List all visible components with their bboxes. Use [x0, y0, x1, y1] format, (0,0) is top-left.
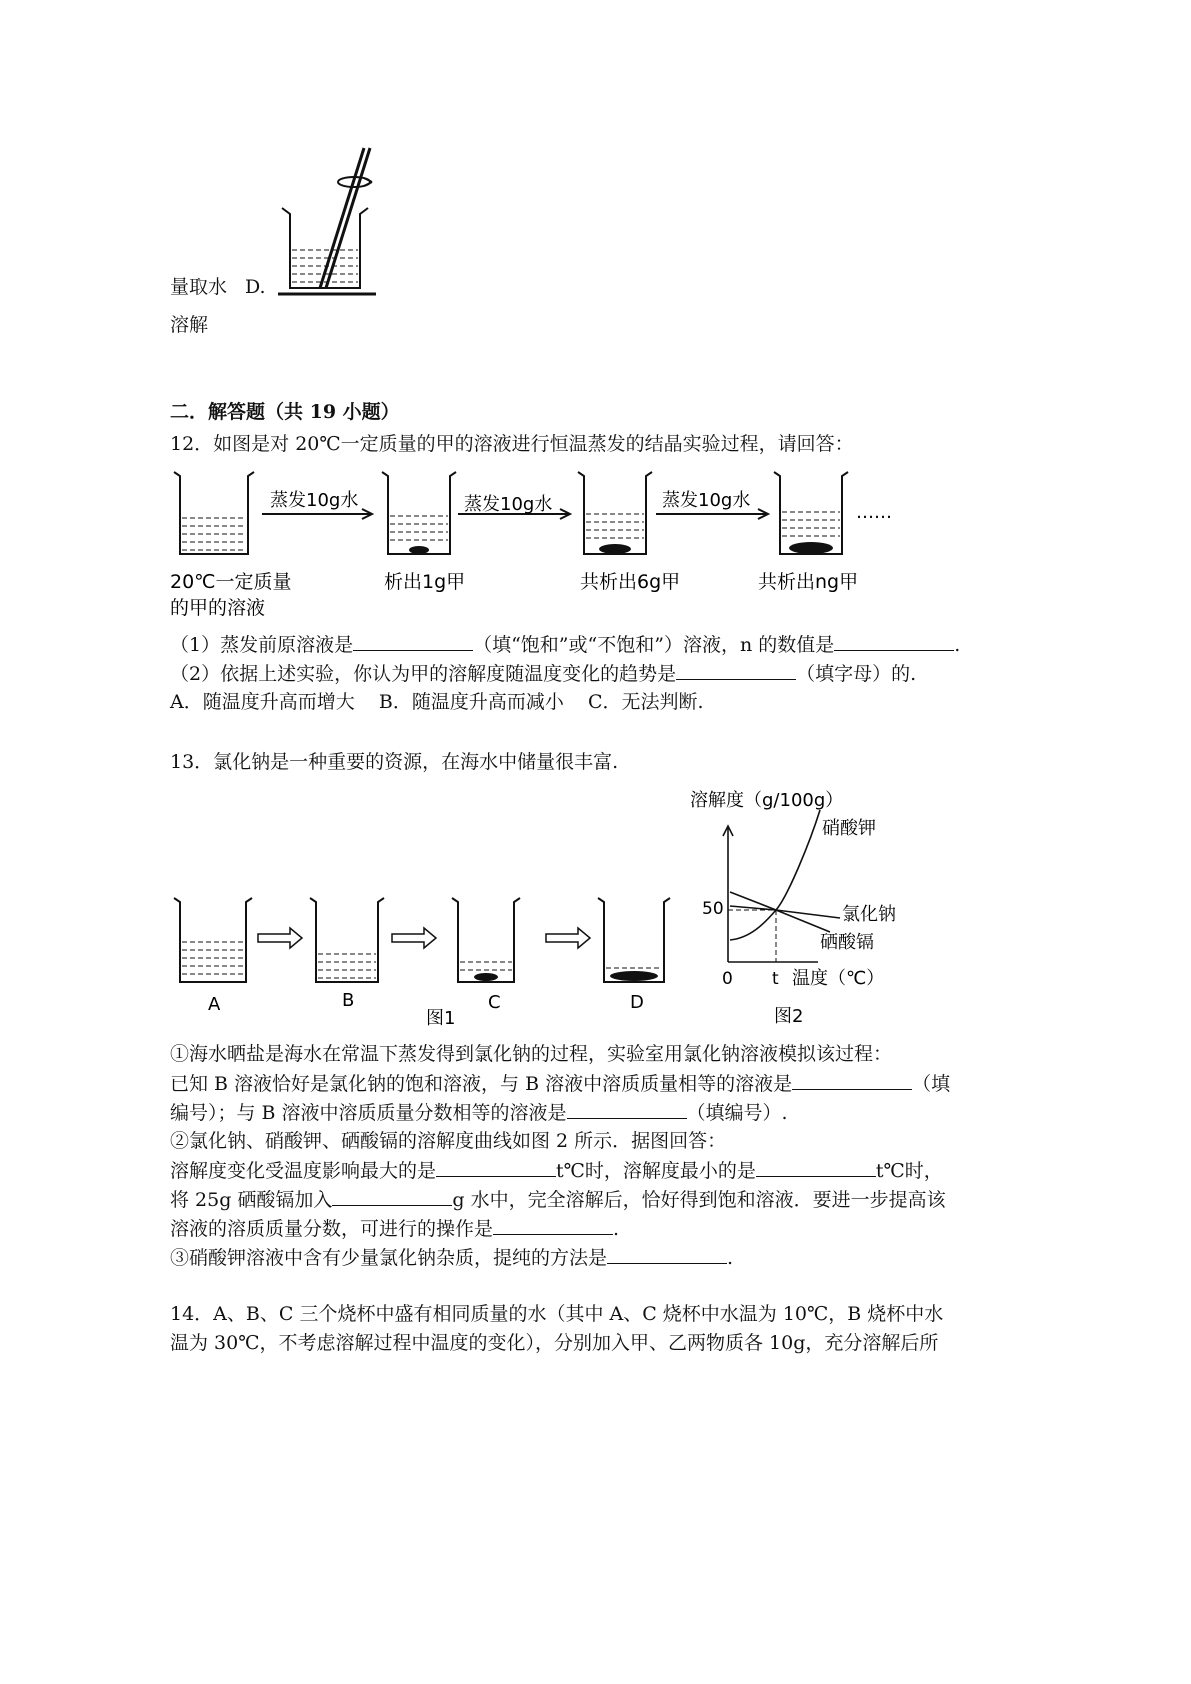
series-label-cdse: 硒酸镉: [820, 932, 874, 953]
q13-l6-b: g 水中，完全溶解后，恰好得到饱和溶液．要进一步提高该: [452, 1189, 946, 1211]
q12-blank-3[interactable]: [676, 659, 796, 680]
series-cdse: [730, 892, 830, 932]
q12-part1: [170, 630, 960, 659]
section-title: 二．解答题（共 19 小题）: [170, 401, 400, 423]
q13-line3: [170, 1098, 788, 1127]
q13-blank-7[interactable]: [607, 1243, 727, 1264]
crystal-6g: [599, 544, 631, 554]
q13-blank-5[interactable]: [332, 1185, 452, 1206]
q13-line2: [170, 1069, 950, 1098]
beaker-label-1b: 的甲的溶液: [170, 597, 266, 619]
fig1-label-d: D: [630, 992, 644, 1013]
q13-l3-b: （填编号）.: [686, 1102, 788, 1124]
arrow-label-2: 蒸发10g水: [464, 494, 553, 515]
series-knO3: [730, 810, 820, 940]
q13-blank-1[interactable]: [792, 1069, 912, 1090]
q12-p1-text-a: （1）蒸发前原溶液是: [170, 634, 354, 656]
origin-label: 0: [722, 969, 733, 989]
x-tick-t: t: [772, 969, 779, 989]
arrow-label-1: 蒸发10g水: [270, 490, 359, 511]
crystal-1g: [409, 546, 429, 554]
q12-options: A．随温度升高而增大 B．随温度升高而减小 C．无法判断.: [170, 691, 704, 713]
q13-blank-3[interactable]: [436, 1156, 556, 1177]
q14-line2: 温为 30℃，不考虑溶解过程中温度的变化），分别加入甲、乙两物质各 10g，充分溶解后所: [170, 1332, 939, 1354]
y-tick-50: 50: [702, 899, 724, 919]
arrow-label-3: 蒸发10g水: [662, 490, 751, 511]
stirring-beaker-figure: [272, 140, 392, 300]
series-label-nacl: 氯化钠: [842, 904, 896, 925]
q13-line1: ①海水晒盐是海水在常温下蒸发得到氯化钠的过程，实验室用氯化钠溶液模拟该过程：: [170, 1043, 893, 1065]
q13-fig1-beakers: [170, 890, 690, 1030]
q13-line5: [170, 1156, 943, 1185]
q12-stem: 12．如图是对 20℃一定质量的甲的溶液进行恒温蒸发的结晶实验过程，请回答：: [170, 433, 854, 455]
q12-p2-text-a: （2）依据上述实验，你认为甲的溶解度随温度变化的趋势是: [170, 663, 677, 685]
q13-line8: [170, 1243, 733, 1272]
q12-blank-2[interactable]: [834, 630, 954, 651]
q13-stem: 13．氯化钠是一种重要的资源，在海水中储量很丰富.: [170, 751, 619, 773]
q13-l6-a: 将 25g 硒酸镉加入: [170, 1189, 333, 1211]
q13-l5-a: 溶解度变化受温度影响最大的是: [170, 1160, 437, 1182]
q13-l3-a: 编号）；与 B 溶液中溶质质量分数相等的溶液是: [170, 1102, 567, 1124]
q13-blank-6[interactable]: [493, 1214, 613, 1235]
chart-xlabel: 温度（℃）: [792, 968, 885, 989]
series-label-kno3: 硝酸钾: [822, 818, 876, 839]
fig1-label-a: A: [208, 994, 221, 1015]
q13-blank-4[interactable]: [756, 1156, 876, 1177]
q12-part2: [170, 659, 916, 688]
q13-l5-c: t℃时，: [875, 1160, 943, 1182]
q13-blank-2[interactable]: [567, 1098, 687, 1119]
q13-fig2-solubility-chart: [690, 782, 930, 1032]
crystal-ng: [789, 542, 833, 554]
fig1-caption: 图1: [426, 1008, 456, 1029]
q13-l2-b: （填: [912, 1073, 951, 1095]
q12-p2-text-b: （填字母）的.: [796, 663, 917, 685]
top-left-label: 量取水: [170, 276, 228, 298]
option-d: D.: [245, 276, 266, 298]
q13-l2-a: 已知 B 溶液恰好是氯化钠的饱和溶液，与 B 溶液中溶质质量相等的溶液是: [170, 1073, 793, 1095]
q12-p1-text-b: （填“饱和”或“不饱和”）溶液，n 的数值是: [473, 634, 835, 656]
fig1-label-b: B: [342, 990, 355, 1011]
q13-line7: [170, 1214, 619, 1243]
beaker-label-1a: 20℃一定质量: [170, 571, 292, 593]
q13-l8-b: .: [727, 1247, 734, 1269]
q12-p1-end: .: [954, 634, 961, 656]
q12-blank-1[interactable]: [353, 630, 473, 651]
beaker-label-4: 共析出ng甲: [758, 571, 859, 593]
q13-l7-a: 溶液的溶质质量分数，可进行的操作是: [170, 1218, 494, 1240]
chart-ylabel: 溶解度（g/100g）: [690, 790, 844, 811]
figure-caption: 溶解: [170, 314, 209, 336]
q12-evaporation-figure: [170, 462, 930, 622]
q13-line6: [170, 1185, 946, 1214]
q13-l7-b: .: [613, 1218, 620, 1240]
q14-line1: 14．A、B、C 三个烧杯中盛有相同质量的水（其中 A、C 烧杯中水温为 10℃，B 烧杯中水: [170, 1303, 944, 1325]
q13-l5-b: t℃时，溶解度最小的是: [556, 1160, 756, 1182]
ellipsis: ……: [856, 502, 892, 523]
fig1-label-c: C: [488, 992, 501, 1013]
beaker-label-3: 共析出6g甲: [580, 571, 681, 593]
q13-l8-a: ③硝酸钾溶液中含有少量氯化钠杂质，提纯的方法是: [170, 1247, 608, 1269]
beaker-label-2: 析出1g甲: [384, 571, 466, 593]
series-nacl: [730, 906, 840, 918]
q13-line4: ②氯化钠、硝酸钾、硒酸镉的溶解度曲线如图 2 所示．据图回答：: [170, 1130, 727, 1152]
fig2-caption: 图2: [774, 1006, 804, 1027]
